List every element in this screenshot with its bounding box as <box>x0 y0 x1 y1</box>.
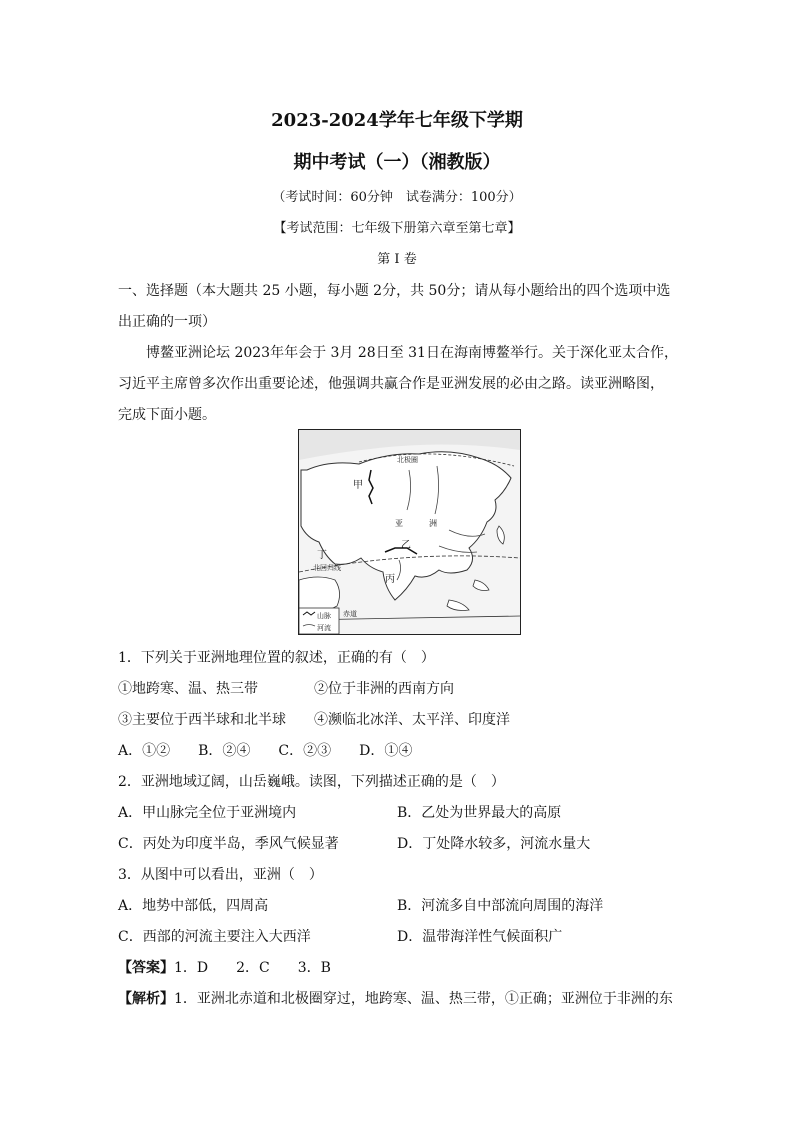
passage-line2: 习近平主席曾多次作出重要论述，他强调共赢合作是亚洲发展的必由之路。读亚洲略图， <box>118 376 664 392</box>
map-label-jia: 甲 <box>353 480 363 491</box>
answer-line <box>118 957 331 977</box>
question-3-option-b: B．河流多自中部流向周围的海洋 <box>397 898 604 914</box>
map-label-bing: 丙 <box>385 574 395 585</box>
map-label-arctic-circle: 北极圈 <box>397 456 418 464</box>
answer-text: 1．D 2．C 3．B <box>174 960 331 976</box>
section-heading-line1: 一、选择题（本大题共 25 小题，每小题 2分，共 50分；请从每小题给出的四个选项中选 <box>118 283 671 299</box>
question-3-stem: 3．从图中可以看出，亚洲（ ） <box>118 867 323 883</box>
exam-scope: 【考试范围：七年级下册第六章至第七章】 <box>273 221 521 236</box>
question-1-stem: 1．下列关于亚洲地理位置的叙述，正确的有（ ） <box>118 650 435 666</box>
question-1-choices: A．①② B．②④ C．②③ D．①④ <box>118 743 413 759</box>
section-heading-line2: 出正确的一项） <box>118 314 216 330</box>
question-1-statement-4: ④濒临北冰洋、太平洋、印度洋 <box>314 712 510 728</box>
question-3-option-c: C．西部的河流主要注入大西洋 <box>118 929 311 945</box>
question-2-option-d: D．丁处降水较多，河流水量大 <box>397 836 591 852</box>
volume-label: 第 I 卷 <box>377 252 417 267</box>
passage-line3: 完成下面小题。 <box>118 407 216 423</box>
question-2-option-a: A．甲山脉完全位于亚洲境内 <box>118 805 297 821</box>
question-2-option-c: C．丙处为印度半岛，季风气候显著 <box>118 836 339 852</box>
question-1-statement-3: ③主要位于西半球和北半球 <box>118 712 286 728</box>
map-label-yi: 乙 <box>401 540 411 551</box>
question-1-statement-2: ②位于非洲的西南方向 <box>314 681 454 697</box>
exam-time-info: （考试时间：60分钟 试卷满分：100分） <box>272 190 522 205</box>
map-label-ding: 丁 <box>317 550 327 561</box>
exam-title: 2023-2024学年七年级下学期 <box>271 110 523 131</box>
passage-line1: 博鳌亚洲论坛 2023年年会于 3月 28日至 31日在海南博鳌举行。关于深化亚太合作， <box>146 345 678 361</box>
map-legend-mountain: 山脉 <box>317 612 331 620</box>
asia-map <box>298 429 521 635</box>
question-1-statement-1: ①地跨寒、温、热三带 <box>118 681 258 697</box>
question-2-option-b: B．乙处为世界最大的高原 <box>397 805 562 821</box>
analysis-text: 1．亚洲北赤道和北极圈穿过，地跨寒、温、热三带，①正确；亚洲位于非洲的东 <box>174 991 673 1007</box>
map-label-ya: 亚 <box>395 519 403 528</box>
map-label-tropic: 北回归线 <box>313 564 341 572</box>
question-3-option-a: A．地势中部低，四周高 <box>118 898 269 914</box>
map-legend-river: 河流 <box>317 624 331 632</box>
answer-tag: 【答案】 <box>118 960 174 976</box>
analysis-tag: 【解析】 <box>118 991 174 1007</box>
exam-subtitle: 期中考试（一）（湘教版） <box>293 152 501 173</box>
map-label-zhou: 洲 <box>429 519 437 528</box>
map-label-equator: 赤道 <box>343 610 357 618</box>
question-2-stem: 2．亚洲地域辽阔，山岳巍峨。读图，下列描述正确的是（ ） <box>118 774 505 790</box>
question-3-option-d: D．温带海洋性气候面积广 <box>397 929 563 945</box>
analysis-line <box>118 988 673 1008</box>
